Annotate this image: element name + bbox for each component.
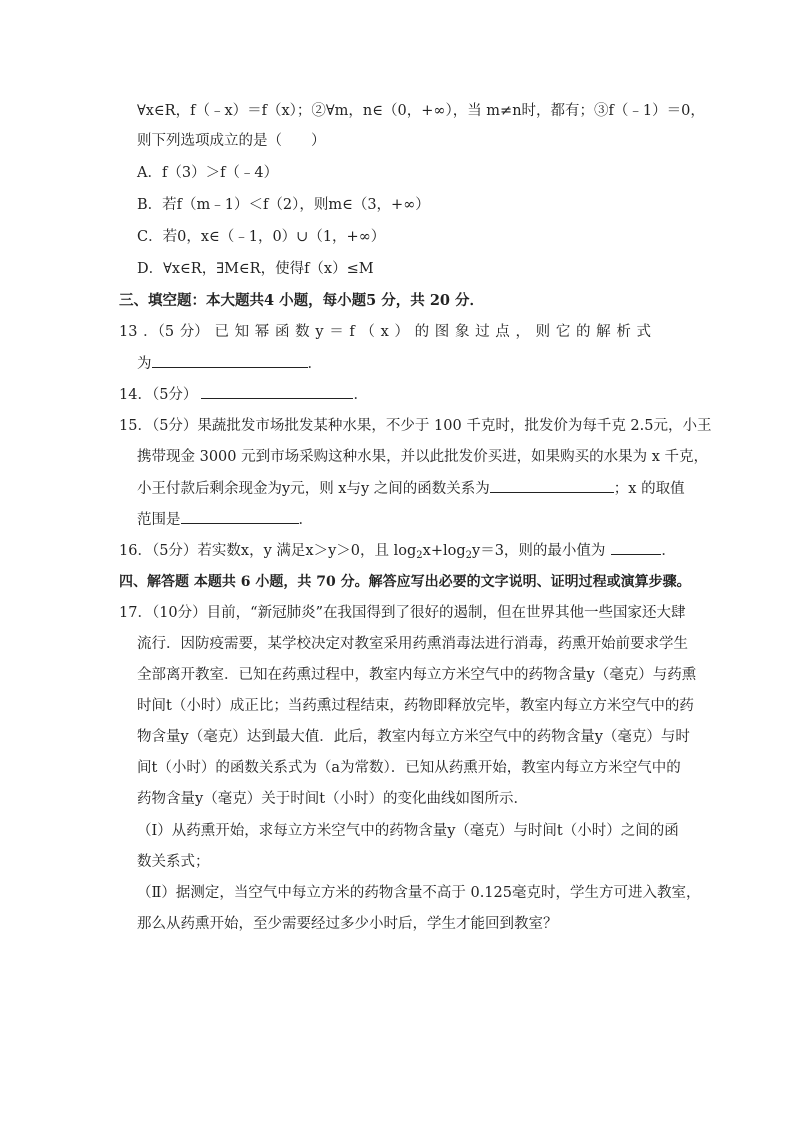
q13-char: 则 — [535, 324, 551, 340]
q15-line-1: 15．（5分）果蔬批发市场批发某种水果，不少于 100 千克时，批发价为每千克 2.5元，小王 — [119, 418, 712, 434]
q13-char: ＝ — [329, 324, 344, 340]
q14-suffix: ． — [353, 387, 368, 403]
q13-char: x — [380, 324, 389, 340]
q13-char: 式 — [636, 324, 651, 340]
q15-line-3-tail: ；x 的取值 — [613, 481, 685, 497]
q17-part-2-line-2: 那么从药熏开始，至少需要经过多少小时后，学生才能回到教室？ — [137, 916, 558, 932]
q13-char: 已 — [214, 324, 229, 340]
q14-answer-blank[interactable] — [201, 384, 353, 399]
q13-char: 解 — [596, 324, 611, 340]
q13-tail-prefix: 为 — [137, 356, 152, 372]
q16-log-base-1: 2 — [416, 550, 423, 561]
q15-line-4-tail: ． — [298, 512, 313, 528]
q13-char: 析 — [616, 324, 631, 340]
q13-char: 的 — [414, 324, 430, 340]
q17-line-2: 流行．因防疫需要，某学校决定对教室采用药熏消毒法进行消毒，药熏开始前要求学生 — [137, 636, 688, 652]
q12-option-a: A．f（3）＞f（﹣4） — [137, 165, 279, 181]
q13-char: 它 — [555, 324, 571, 340]
q15-line-2: 携带现金 3000 元到市场采购这种水果，并以此批发价买进，如果购买的水果为 x 千克， — [137, 449, 709, 465]
q16-line — [119, 540, 676, 566]
q13-tail-suffix: ． — [307, 356, 322, 372]
q12-conditions: ∀x∈R，f（﹣x）＝f（x）；②∀m，n∈（0，+∞），当 m≠n时，都有；③f（﹣1）＝0， — [137, 103, 705, 119]
q15-line-4 — [137, 509, 313, 530]
q13-answer-line — [137, 353, 322, 374]
q12-option-d: D．∀x∈R，∃M∈R，使得f（x）≤M — [137, 261, 374, 277]
q16-log-base-2: 2 — [465, 550, 472, 561]
q13-char: 象 — [454, 324, 470, 340]
q13-char: 知 — [234, 324, 250, 340]
section-4-heading: 四、解答题 本题共 6 小题，共 70 分。解答应写出必要的文字说明、证明过程或演算步骤。 — [119, 574, 691, 590]
q17-part-2-line-1: （Ⅱ）据测定，当空气中每立方米的药物含量不高于 0.125毫克时，学生方可进入教室， — [137, 885, 701, 901]
q13-char: y — [315, 324, 324, 340]
q13-char: 的 — [575, 324, 591, 340]
q17-line-5: 物含量y（毫克）达到最大值．此后，教室内每立方米空气中的药物含量y（毫克）与时 — [137, 729, 690, 745]
q15-line-3-text: 小王付款后剩余现金为y元，则 x与y 之间的函数关系为 — [137, 481, 490, 497]
q13-char: 图 — [434, 324, 450, 340]
q13-char: 过 — [475, 324, 490, 340]
q13-char: 函 — [274, 324, 290, 340]
q13-char: 分） — [179, 324, 209, 340]
q12-stem: 则下列选项成立的是（ ） — [137, 133, 326, 149]
q13-char: （ — [360, 324, 375, 340]
q16-text-a: 16．（5分）若实数x，y 满足x＞y＞0，且 log — [119, 543, 417, 559]
q13-char: 13 — [119, 324, 138, 340]
q15-range-blank[interactable] — [181, 509, 299, 524]
section-3-heading: 三、填空题：本大题共4 小题，每小题5 分，共 20 分． — [119, 292, 485, 309]
q13-char: ） — [394, 324, 409, 340]
q17-line-1: 17．（10分）目前，“新冠肺炎”在我国得到了很好的遏制，但在世界其他一些国家还大肆 — [119, 605, 686, 621]
q13-line — [119, 322, 651, 342]
q12-option-c: C．若0，x∈（﹣1，0）∪（1，+∞） — [137, 229, 386, 245]
q16-text-c: y＝3，则的最小值为 — [472, 543, 606, 559]
q13-char: 幂 — [254, 324, 270, 340]
q17-part-1-line-2: 数关系式； — [137, 854, 210, 870]
q14-line — [119, 384, 368, 405]
q13-answer-blank[interactable] — [152, 353, 308, 368]
q13-char: f — [349, 324, 355, 340]
q15-range-label: 范围是 — [137, 512, 181, 528]
q17-line-7: 药物含量y（毫克）关于时间t（小时）的变化曲线如图所示． — [137, 791, 529, 807]
q15-line-3 — [137, 478, 685, 499]
q17-line-6: 间t（小时）的函数关系式为（a为常数）．已知从药熏开始，教室内每立方米空气中的 — [137, 760, 681, 776]
q16-text-b: x+log — [422, 543, 466, 559]
q12-option-b: B．若f（m﹣1）＜f（2），则m∈（3，+∞） — [137, 197, 430, 213]
q13-char: 点 — [495, 324, 510, 340]
q16-answer-blank[interactable] — [611, 540, 661, 555]
q13-char: 数 — [295, 324, 310, 340]
q13-char: ．（5 — [143, 324, 175, 340]
q17-part-1-line-1: （Ⅰ）从药熏开始，求每立方米空气中的药物含量y（毫克）与时间t（小时）之间的函 — [137, 823, 679, 839]
q17-line-3: 全部离开教室．已知在药熏过程中，教室内每立方米空气中的药物含量y（毫克）与药熏 — [137, 667, 697, 683]
q17-line-4: 时间t（小时）成正比；当药熏过程结束，药物即释放完毕，教室内每立方米空气中的药 — [137, 698, 694, 714]
q14-label: 14．（5分） — [119, 387, 198, 403]
q15-function-blank[interactable] — [490, 478, 614, 493]
q16-suffix: ． — [661, 543, 676, 559]
q13-char: ， — [515, 324, 530, 340]
